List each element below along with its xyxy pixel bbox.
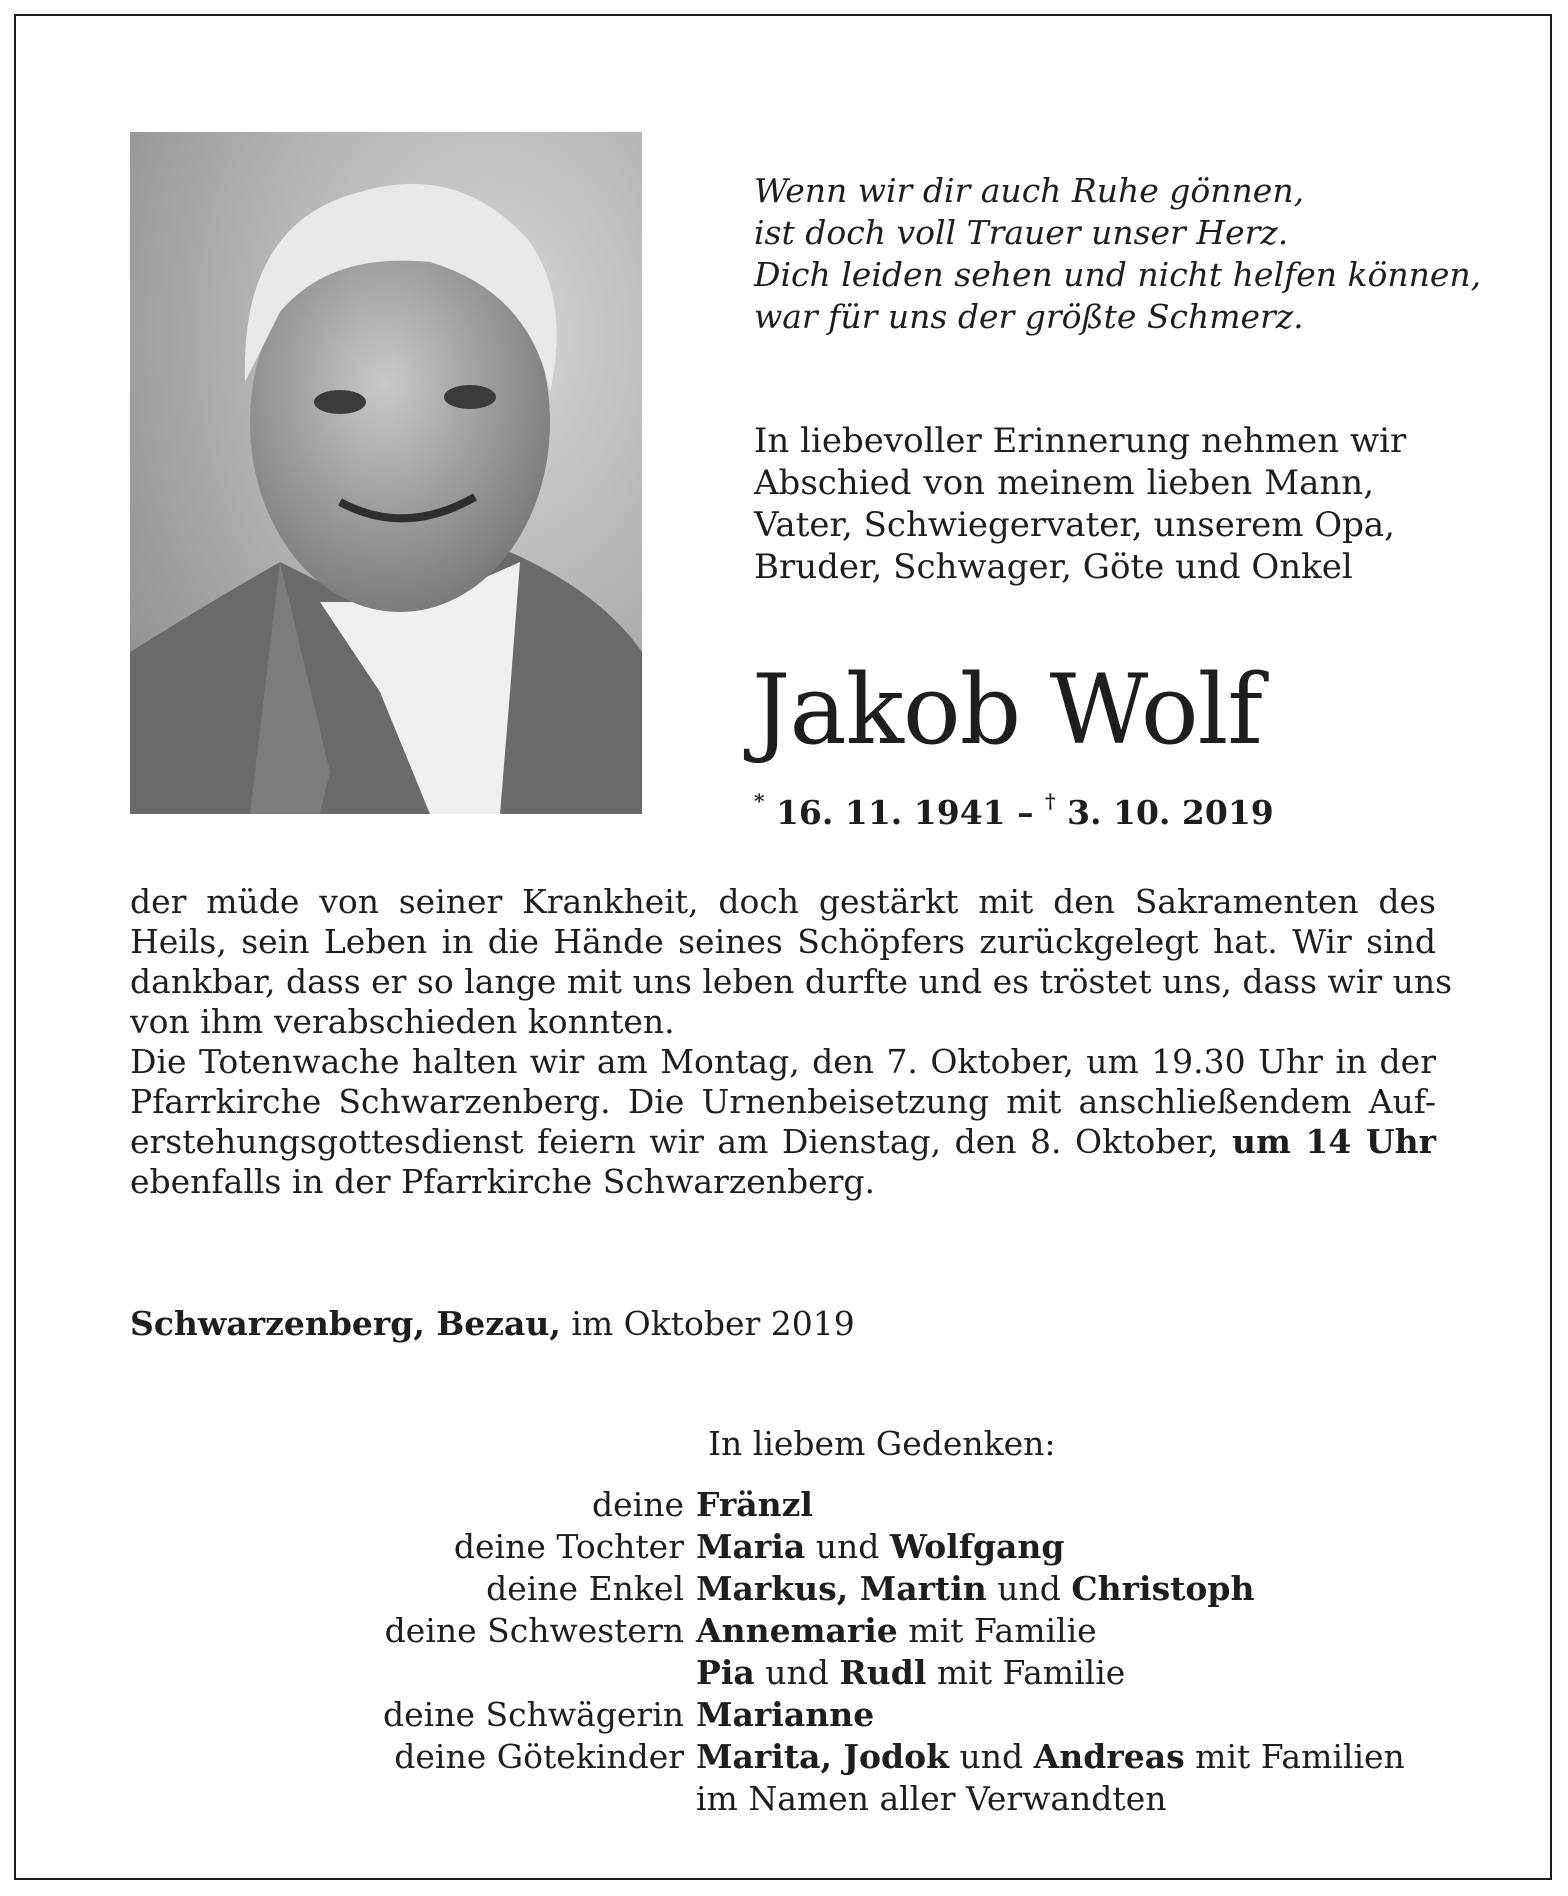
body-line-with-time (130, 1122, 1436, 1162)
body-line: von ihm verabschieden konnten. (130, 1002, 675, 1041)
birth-symbol: * (754, 789, 765, 813)
family-names (696, 1778, 1450, 1820)
family-row (130, 1778, 1450, 1820)
family-row (130, 1484, 1450, 1526)
closing-text: im Namen aller Verwandten (696, 1779, 1167, 1818)
family-name: Fränzl (696, 1485, 813, 1524)
relation-label (130, 1778, 696, 1820)
family-name: Marita, Jodok (696, 1737, 950, 1776)
portrait-photo (130, 132, 642, 814)
family-list (130, 1484, 1450, 1820)
family-names (696, 1484, 1450, 1526)
relation-label: deine Enkel (486, 1569, 684, 1608)
intro-line: In liebevoller Erinnerung nehmen wir (754, 421, 1407, 461)
life-dates (754, 785, 1274, 833)
greeting: In liebem Gedenken: (708, 1424, 1056, 1463)
family-row (130, 1652, 1450, 1694)
place-date (130, 1304, 855, 1344)
poem-line: ist doch voll Trauer unser Herz. (754, 213, 1289, 252)
family-names (696, 1526, 1450, 1568)
body-line: Pfarrkirche Schwarzenberg. Die Urnenbeisetzung mit anschließendem Auf- (130, 1082, 1436, 1121)
family-name: Markus, Martin (696, 1569, 987, 1608)
relation-label: deine Schwägerin (383, 1695, 684, 1734)
body-line: erstehungsgottesdienst feiern wir am Dienstag, den 8. Oktober, (130, 1122, 1219, 1161)
family-name: Annemarie (696, 1611, 898, 1650)
family-names (696, 1736, 1450, 1778)
family-name: Pia (696, 1653, 755, 1692)
family-row (130, 1736, 1450, 1778)
family-name: Marianne (696, 1695, 875, 1734)
poem-line: Dich leiden sehen und nicht helfen können, (754, 255, 1482, 294)
family-name: Maria (696, 1527, 806, 1566)
place-month: im Oktober 2019 (560, 1304, 855, 1343)
family-name: Wolfgang (889, 1527, 1065, 1566)
family-name: Christoph (1071, 1569, 1255, 1608)
connector-text: und (949, 1737, 1034, 1776)
connector-text: und (805, 1527, 890, 1566)
relation-label (130, 1652, 696, 1694)
intro-line: Abschied von meinem lieben Mann, (754, 463, 1374, 503)
family-name: Rudl (839, 1653, 927, 1692)
poem (754, 170, 1481, 338)
family-names (696, 1694, 1450, 1736)
ceremony-time: um 14 Uhr (1232, 1122, 1436, 1161)
relation-label: deine Tochter (453, 1527, 684, 1566)
body-line: der müde von seiner Krankheit, doch gestärkt mit den Sakramenten des (130, 882, 1436, 921)
relation-label: deine Schwestern (384, 1611, 684, 1650)
birth-date: 16. 11. 1941 (775, 793, 1006, 832)
family-names (696, 1610, 1450, 1652)
death-symbol: † (1045, 789, 1056, 813)
family-row (130, 1694, 1450, 1736)
family-row (130, 1526, 1450, 1568)
connector-text: und (986, 1569, 1072, 1608)
body-line: ebenfalls in der Pfarrkirche Schwarzenberg. (130, 1162, 876, 1201)
connector-text: und (754, 1653, 840, 1692)
connector-text: mit Familie (926, 1653, 1126, 1692)
body-text (130, 882, 1453, 1202)
body-line: Die Totenwache halten wir am Montag, den 7. Oktober, um 19.30 Uhr in der (130, 1042, 1436, 1081)
intro-line: Vater, Schwiegervater, unserem Opa, (754, 505, 1395, 545)
family-names (696, 1652, 1450, 1694)
connector-text: mit Familien (1184, 1737, 1405, 1776)
body-line: Heils, sein Leben in die Hände seines Schöpfers zurückgelegt hat. Wir sind (130, 922, 1436, 961)
relation-label: deine (592, 1485, 684, 1524)
family-row (130, 1610, 1450, 1652)
intro-text (754, 420, 1407, 588)
date-separator: – (1005, 793, 1046, 832)
deceased-name: Jakob Wolf (752, 654, 1262, 766)
connector-text: mit Familie (897, 1611, 1097, 1650)
place-names: Schwarzenberg, Bezau, (130, 1304, 561, 1343)
body-line: dankbar, dass er so lange mit uns leben durfte und es tröstet uns, dass wir uns (130, 962, 1453, 1001)
relation-label: deine Götekinder (394, 1737, 684, 1776)
family-name: Andreas (1033, 1737, 1185, 1776)
family-row (130, 1568, 1450, 1610)
death-date: 3. 10. 2019 (1067, 793, 1274, 832)
poem-line: Wenn wir dir auch Ruhe gönnen, (754, 171, 1305, 210)
family-names (696, 1568, 1450, 1610)
intro-line: Bruder, Schwager, Göte und Onkel (754, 547, 1353, 587)
poem-line: war für uns der größte Schmerz. (754, 297, 1304, 336)
